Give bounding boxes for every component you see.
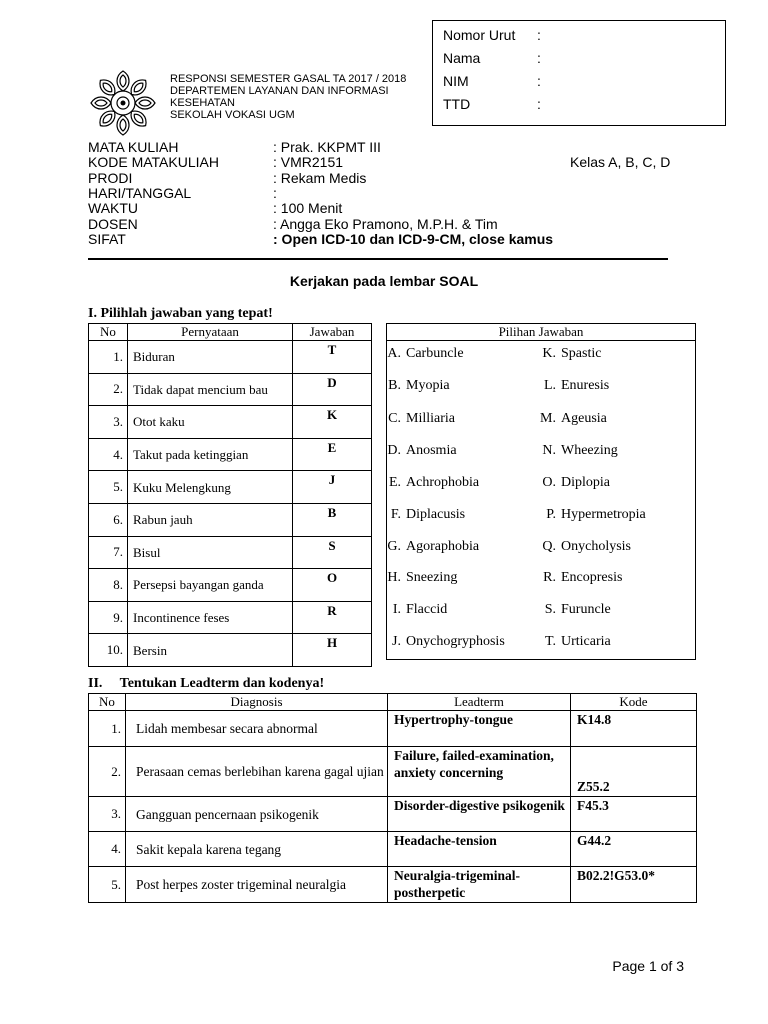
choice-text: Myopia bbox=[406, 378, 450, 393]
choice-letter: Q. bbox=[542, 539, 556, 554]
choice-item bbox=[528, 602, 611, 618]
id-label-nama: Nama bbox=[443, 50, 481, 66]
choice-text: Onycholysis bbox=[561, 539, 631, 554]
choice-letter: K. bbox=[542, 346, 556, 361]
answer-cell: K bbox=[293, 406, 372, 439]
table-row bbox=[89, 867, 697, 903]
choice-letter: S. bbox=[544, 602, 556, 617]
diagnosis-cell: Perasaan cemas berlebihan karena gagal ujian bbox=[126, 747, 388, 797]
ugm-logo-icon bbox=[88, 68, 158, 138]
table-row bbox=[89, 438, 372, 471]
course-label: HARI/TANGGAL bbox=[88, 185, 192, 201]
diagnosis-cell: Post herpes zoster trigeminal neuralgia bbox=[126, 867, 388, 903]
header-line: KESEHATAN bbox=[170, 97, 235, 109]
choice-text: Furuncle bbox=[561, 602, 611, 617]
choice-item bbox=[373, 602, 447, 618]
row-number: 4. bbox=[89, 832, 126, 867]
course-value: : Open ICD-10 dan ICD-9-CM, close kamus bbox=[273, 231, 554, 247]
choice-text: Enuresis bbox=[561, 378, 610, 393]
choice-text: Urticaria bbox=[561, 634, 611, 649]
course-label: SIFAT bbox=[88, 231, 126, 247]
id-colon: : bbox=[537, 27, 541, 43]
instruction-text: Kerjakan pada lembar SOAL bbox=[289, 273, 479, 289]
course-value: : 100 Menit bbox=[273, 200, 343, 216]
answer-cell: H bbox=[293, 634, 372, 667]
statement-cell: Tidak dapat mencium bau bbox=[128, 373, 293, 406]
statement-table bbox=[88, 323, 372, 667]
choice-text: Flaccid bbox=[406, 602, 448, 617]
choice-letter: P. bbox=[546, 507, 556, 522]
diagnosis-cell: Sakit kepala karena tegang bbox=[126, 832, 388, 867]
choice-text: Ageusia bbox=[561, 411, 607, 426]
table-row bbox=[89, 503, 372, 536]
header-line: DEPARTEMEN LAYANAN DAN INFORMASI bbox=[170, 85, 389, 97]
table-row bbox=[89, 471, 372, 504]
code-cell: K14.8 bbox=[571, 711, 697, 747]
table-row bbox=[89, 536, 372, 569]
table-row bbox=[89, 711, 697, 747]
choice-item bbox=[373, 411, 455, 427]
choice-item bbox=[373, 378, 450, 394]
choice-text: Diplopia bbox=[561, 475, 610, 490]
course-value: : bbox=[273, 185, 277, 201]
leadterm-cell: Headache-tension bbox=[388, 832, 571, 867]
col-kode: Kode bbox=[571, 694, 697, 711]
choice-text: Carbuncle bbox=[406, 346, 464, 361]
choice-letter: C. bbox=[388, 411, 401, 426]
choice-letter: O. bbox=[542, 475, 556, 490]
choice-text: Sneezing bbox=[406, 570, 458, 585]
statement-cell: Persepsi bayangan ganda bbox=[128, 569, 293, 602]
course-label: DOSEN bbox=[88, 216, 138, 232]
course-label: PRODI bbox=[88, 170, 133, 186]
row-number: 6. bbox=[89, 503, 128, 536]
leadterm-table bbox=[88, 693, 697, 903]
col-diagnosis: Diagnosis bbox=[126, 694, 388, 711]
choice-letter: E. bbox=[388, 475, 401, 490]
id-label-nim: NIM bbox=[443, 73, 469, 89]
statement-cell: Bersin bbox=[128, 634, 293, 667]
choice-item bbox=[528, 443, 618, 459]
answer-cell: D bbox=[293, 373, 372, 406]
header-line: SEKOLAH VOKASI UGM bbox=[170, 109, 295, 121]
code-cell: B02.2!G53.0* bbox=[571, 867, 697, 903]
row-number: 9. bbox=[89, 601, 128, 634]
choice-letter: R. bbox=[543, 570, 556, 585]
choice-item bbox=[528, 346, 601, 362]
choice-item bbox=[373, 539, 479, 555]
kelas-label: Kelas A, B, C, D bbox=[570, 154, 671, 170]
row-number: 7. bbox=[89, 536, 128, 569]
answer-cell: J bbox=[293, 471, 372, 504]
table-row bbox=[89, 832, 697, 867]
leadterm-cell: Neuralgia-trigeminal-postherpetic bbox=[388, 867, 571, 903]
page-number: Page 1 of 3 bbox=[612, 958, 684, 974]
table-row bbox=[89, 373, 372, 406]
answer-cell: S bbox=[293, 536, 372, 569]
choice-item bbox=[528, 475, 610, 491]
choice-letter: L. bbox=[543, 378, 556, 393]
choice-item bbox=[528, 634, 611, 650]
choice-item bbox=[373, 346, 464, 362]
id-colon: : bbox=[537, 73, 541, 89]
choice-text: Encopresis bbox=[561, 570, 623, 585]
table-row bbox=[89, 797, 697, 832]
col-leadterm: Leadterm bbox=[388, 694, 571, 711]
id-label-ttd: TTD bbox=[443, 96, 471, 112]
choice-text: Diplacusis bbox=[406, 507, 466, 522]
code-cell: G44.2 bbox=[571, 832, 697, 867]
statement-cell: Otot kaku bbox=[128, 406, 293, 439]
table-row bbox=[89, 747, 697, 797]
row-number: 5. bbox=[89, 867, 126, 903]
choice-letter: A. bbox=[387, 346, 401, 361]
institution-header bbox=[170, 73, 406, 121]
choice-letter: H. bbox=[387, 570, 401, 585]
code-cell: Z55.2 bbox=[571, 747, 697, 797]
table-row bbox=[89, 569, 372, 602]
choice-text: Wheezing bbox=[561, 443, 618, 458]
choice-item bbox=[528, 378, 609, 394]
answer-cell: R bbox=[293, 601, 372, 634]
course-label: WAKTU bbox=[88, 200, 139, 216]
leadterm-cell: Failure, failed-examination, anxiety concerning bbox=[388, 747, 571, 797]
col-jawaban: Jawaban bbox=[293, 324, 372, 341]
row-number: 2. bbox=[89, 747, 126, 797]
choice-item bbox=[373, 507, 465, 523]
row-number: 3. bbox=[89, 406, 128, 439]
diagnosis-cell: Lidah membesar secara abnormal bbox=[126, 711, 388, 747]
course-value: : Angga Eko Pramono, M.P.H. & Tim bbox=[273, 216, 498, 232]
course-value: : Rekam Medis bbox=[273, 170, 367, 186]
choice-item bbox=[373, 443, 457, 459]
answer-cell: T bbox=[293, 341, 372, 374]
choice-text: Hypermetropia bbox=[561, 507, 646, 522]
choice-item bbox=[528, 411, 607, 427]
statement-cell: Kuku Melengkung bbox=[128, 471, 293, 504]
choice-item bbox=[373, 570, 457, 586]
choice-letter: G. bbox=[387, 539, 401, 554]
choice-letter: B. bbox=[388, 378, 401, 393]
choice-letter: N. bbox=[542, 443, 556, 458]
divider bbox=[88, 258, 668, 260]
choice-letter: F. bbox=[390, 507, 401, 522]
id-colon: : bbox=[537, 96, 541, 112]
choices-title: Pilihan Jawaban bbox=[387, 324, 695, 341]
row-number: 8. bbox=[89, 569, 128, 602]
choice-text: Spastic bbox=[561, 346, 602, 361]
col-no: No bbox=[89, 694, 126, 711]
section1-title: I. Pilihlah jawaban yang tepat! bbox=[88, 306, 273, 321]
choice-text: Milliaria bbox=[406, 411, 455, 426]
table-row bbox=[89, 601, 372, 634]
row-number: 2. bbox=[89, 373, 128, 406]
answer-choices-box bbox=[386, 323, 696, 660]
choice-letter: D. bbox=[387, 443, 401, 458]
choice-letter: J. bbox=[392, 634, 401, 649]
choice-item bbox=[528, 570, 622, 586]
statement-cell: Takut pada ketinggian bbox=[128, 438, 293, 471]
row-number: 1. bbox=[89, 341, 128, 374]
statement-cell: Biduran bbox=[128, 341, 293, 374]
answer-cell: E bbox=[293, 438, 372, 471]
choice-item bbox=[373, 634, 505, 650]
leadterm-cell: Disorder-digestive psikogenik bbox=[388, 797, 571, 832]
row-number: 4. bbox=[89, 438, 128, 471]
header-line: RESPONSI SEMESTER GASAL TA 2017 / 2018 bbox=[170, 73, 407, 85]
id-label-nomor-urut: Nomor Urut bbox=[443, 27, 516, 43]
choice-item bbox=[528, 539, 631, 555]
table-row bbox=[89, 341, 372, 374]
row-number: 10. bbox=[89, 634, 128, 667]
student-id-box bbox=[432, 20, 726, 126]
choice-text: Agoraphobia bbox=[406, 539, 480, 554]
choice-letter: M. bbox=[540, 411, 556, 426]
section2-title: II. Tentukan Leadterm dan kodenya! bbox=[88, 676, 325, 691]
choice-text: Onychogryphosis bbox=[406, 634, 505, 649]
id-colon: : bbox=[537, 50, 541, 66]
choice-text: Anosmia bbox=[406, 443, 457, 458]
statement-cell: Bisul bbox=[128, 536, 293, 569]
row-number: 3. bbox=[89, 797, 126, 832]
diagnosis-cell: Gangguan pencernaan psikogenik bbox=[126, 797, 388, 832]
answer-cell: O bbox=[293, 569, 372, 602]
row-number: 5. bbox=[89, 471, 128, 504]
col-pernyataan: Pernyataan bbox=[128, 324, 293, 341]
col-no: No bbox=[89, 324, 128, 341]
leadterm-cell: Hypertrophy-tongue bbox=[388, 711, 571, 747]
choice-item bbox=[528, 507, 646, 523]
course-label: MATA KULIAH bbox=[88, 139, 179, 155]
code-cell: F45.3 bbox=[571, 797, 697, 832]
table-row bbox=[89, 406, 372, 439]
row-number: 1. bbox=[89, 711, 126, 747]
course-label: KODE MATAKULIAH bbox=[88, 154, 219, 170]
course-value: : VMR2151 bbox=[273, 154, 344, 170]
answer-cell: B bbox=[293, 503, 372, 536]
choice-letter: I. bbox=[392, 602, 401, 617]
statement-cell: Incontinence feses bbox=[128, 601, 293, 634]
statement-cell: Rabun jauh bbox=[128, 503, 293, 536]
course-value: : Prak. KKPMT III bbox=[273, 139, 381, 155]
choice-text: Achrophobia bbox=[406, 475, 480, 490]
table-row bbox=[89, 634, 372, 667]
choice-item bbox=[373, 475, 479, 491]
choice-letter: T. bbox=[544, 634, 556, 649]
